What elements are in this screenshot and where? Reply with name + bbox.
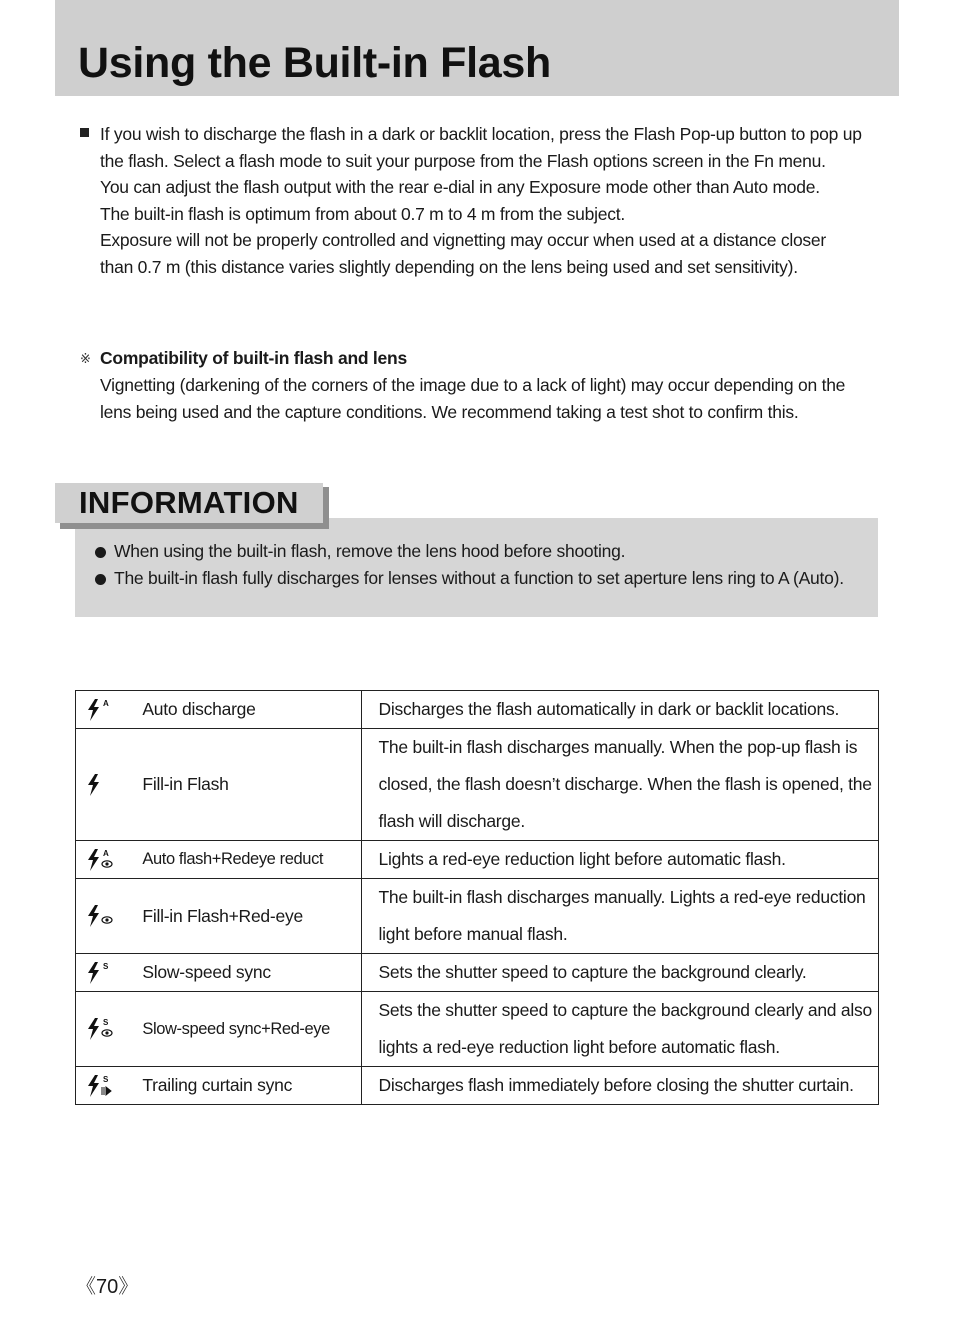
page-number: 《70》 <box>76 1276 139 1298</box>
flash-mode-row <box>76 992 879 1067</box>
flash-mode-row <box>76 691 879 729</box>
square-bullet-icon <box>80 128 89 137</box>
svg-text:A: A <box>102 698 109 708</box>
flash-fill-redeye-icon <box>86 904 116 928</box>
description-line: closed, the flash doesn’t discharge. When the flash is opened, the <box>378 774 872 794</box>
information-tab <box>55 483 323 523</box>
note-heading: Compatibility of built-in flash and lens <box>100 348 407 368</box>
flash-mode-icon-cell <box>76 841 126 879</box>
flash-modes-table-body <box>76 691 879 1105</box>
description-line: The built-in flash discharges manually. When the pop-up flash is <box>378 737 858 757</box>
information-item <box>95 565 844 592</box>
flash-mode-icon-cell <box>76 992 126 1067</box>
flash-mode-row <box>76 1067 879 1105</box>
intro-line: the flash. Select a flash mode to suit your purpose from the Flash options screen in the Fn menu. <box>100 150 826 171</box>
information-item-text: When using the built-in flash, remove the lens hood before shooting. <box>114 541 626 561</box>
information-label: INFORMATION <box>79 485 299 520</box>
flash-auto-redeye-icon <box>86 848 116 872</box>
flash-slow-sync-icon <box>86 961 116 985</box>
note-line: Vignetting (darkening of the corners of the image due to a lack of light) may occur depending on the <box>100 375 846 395</box>
svg-text:S: S <box>102 961 108 971</box>
page-title: Using the Built-in Flash <box>78 39 551 87</box>
intro-line: than 0.7 m (this distance varies slightly depending on the lens being used and set sensitivity). <box>100 256 798 277</box>
title-band <box>55 0 899 96</box>
flash-mode-name: Fill-in Flash+Red-eye <box>125 879 362 954</box>
information-item-text: The built-in flash fully discharges for lenses without a function to set aperture lens ring to A (Auto). <box>114 568 844 588</box>
description-line: The built-in flash discharges manually. Lights a red-eye reduction <box>378 887 866 907</box>
description-line: Lights a red-eye reduction light before automatic flash. <box>378 849 786 869</box>
flash-mode-icon-cell <box>76 1067 126 1105</box>
description-line: Sets the shutter speed to capture the background clearly and also <box>378 1000 872 1020</box>
flash-mode-icon-cell <box>76 879 126 954</box>
intro-line: You can adjust the flash output with the rear e-dial in any Exposure mode other than Auto mode. <box>100 177 820 198</box>
flash-mode-row <box>76 841 879 879</box>
svg-text:S: S <box>102 1074 108 1084</box>
information-item <box>95 538 844 565</box>
flash-mode-description <box>362 1067 879 1105</box>
intro-paragraph <box>80 121 890 281</box>
bullet-dot-icon <box>95 547 106 558</box>
flash-trailing-curtain-icon <box>86 1074 116 1098</box>
flash-mode-description <box>362 729 879 841</box>
flash-mode-description <box>362 841 879 879</box>
flash-mode-description <box>362 879 879 954</box>
flash-auto-icon <box>86 698 116 722</box>
flash-slow-sync-redeye-icon <box>86 1017 116 1041</box>
flash-mode-row <box>76 954 879 992</box>
flash-mode-icon-cell <box>76 729 126 841</box>
flash-mode-icon-cell <box>76 691 126 729</box>
flash-mode-row <box>76 879 879 954</box>
flash-mode-name: Auto discharge <box>125 691 362 729</box>
flash-mode-icon-cell <box>76 954 126 992</box>
flash-modes-table <box>75 690 879 1105</box>
flash-mode-name: Trailing curtain sync <box>125 1067 362 1105</box>
svg-text:A: A <box>102 848 109 858</box>
bullet-dot-icon <box>95 574 106 585</box>
compatibility-note <box>80 345 890 426</box>
flash-mode-row <box>76 729 879 841</box>
intro-line: The built-in flash is optimum from about 0.7 m to 4 m from the subject. <box>100 203 625 224</box>
note-line: lens being used and the capture conditions. We recommend taking a test shot to confirm this. <box>100 402 799 422</box>
flash-mode-description <box>362 954 879 992</box>
flash-mode-name: Slow-speed sync+Red-eye <box>125 992 362 1067</box>
description-line: flash will discharge. <box>378 811 525 831</box>
svg-text:S: S <box>102 1018 108 1027</box>
flash-mode-description <box>362 691 879 729</box>
flash-mode-name: Slow-speed sync <box>125 954 362 992</box>
description-line: Discharges flash immediately before closing the shutter curtain. <box>378 1075 854 1095</box>
flash-mode-name: Fill-in Flash <box>125 729 362 841</box>
intro-line: If you wish to discharge the flash in a dark or backlit location, press the Flash Pop-up button to pop up <box>100 124 862 144</box>
flash-fill-icon <box>86 773 116 797</box>
description-line: light before manual flash. <box>378 924 568 944</box>
flash-mode-description <box>362 992 879 1067</box>
description-line: Discharges the flash automatically in dark or backlit locations. <box>378 699 840 719</box>
flash-mode-name: Auto flash+Redeye reduct <box>125 841 362 879</box>
description-line: lights a red-eye reduction light before automatic flash. <box>378 1037 780 1057</box>
description-line: Sets the shutter speed to capture the background clearly. <box>378 962 807 982</box>
information-list <box>95 538 844 592</box>
reference-mark-icon: ※ <box>80 351 91 366</box>
intro-line: Exposure will not be properly controlled and vignetting may occur when used at a distance closer <box>100 230 826 251</box>
